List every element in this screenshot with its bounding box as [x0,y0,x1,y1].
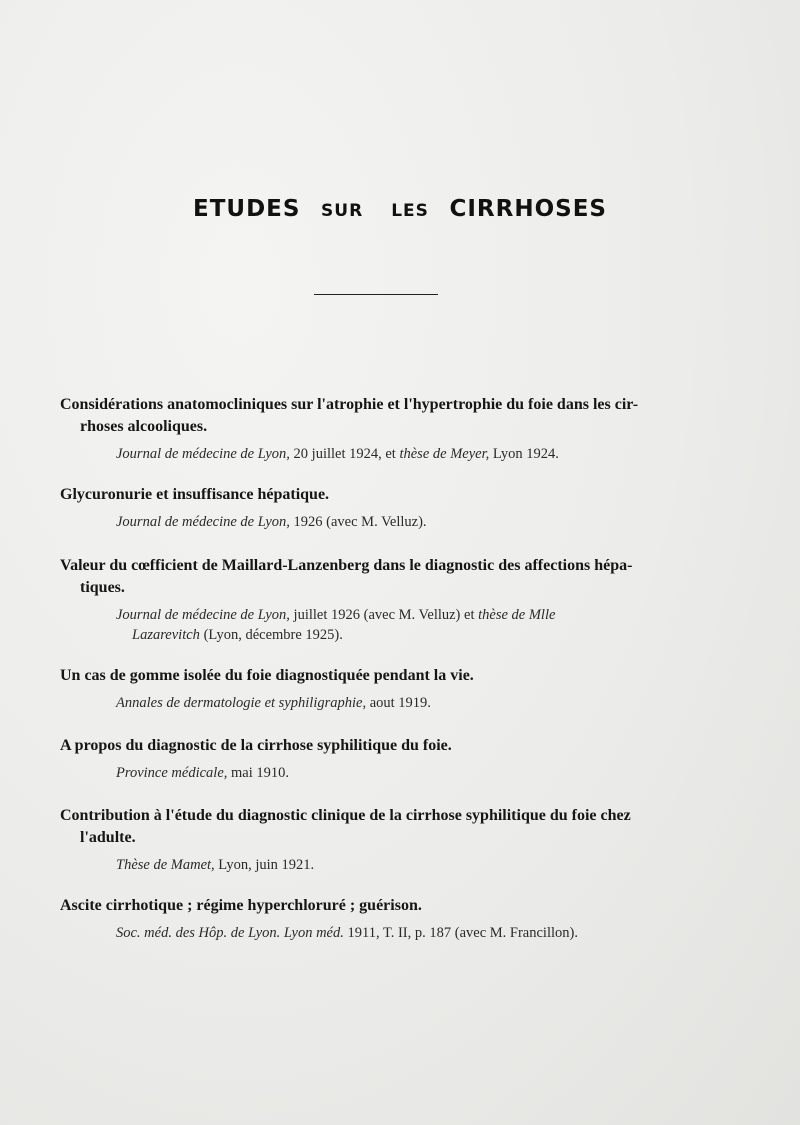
bibliography-entry [60,895,710,943]
entry-title-line: Un cas de gomme isolée du foie diagnostiquée pendant la vie. [60,667,474,684]
journal-name: Journal de médecine de Lyon, [116,446,290,462]
entry-reference [116,763,710,783]
entry-reference [116,855,710,875]
thesis-name: Thèse de Mamet, [116,857,215,873]
entry-reference [116,693,710,713]
entry-reference [116,923,710,943]
bibliography-entry [60,735,710,783]
bibliography-entry [60,555,710,645]
page-title [0,196,800,222]
journal-name: Journal de médecine de Lyon, [116,514,290,530]
entry-title-line: rhoses alcooliques. [80,418,208,435]
reference-detail: (Lyon, décembre 1925). [199,627,343,643]
bibliography-entry [60,484,710,532]
entry-title-line: Ascite cirrhotique ; régime hyperchloruré ; guérison. [60,897,422,914]
entry-reference [116,605,710,645]
bibliography-entry [60,394,710,464]
reference-detail: 1926 (avec M. Velluz). [289,514,427,530]
reference-detail: 20 juillet 1924, et [289,446,400,462]
entry-title-line: Valeur du cœfficient de Maillard-Lanzenberg dans le diagnostic des affections hépa- [60,557,633,574]
bibliography-entry [60,805,710,875]
entry-title [60,805,710,849]
entry-title [60,895,710,917]
thesis-name: thèse de Mlle [478,607,556,623]
thesis-author: Lazarevitch [132,627,200,643]
entry-title-line: tiques. [80,579,125,596]
entry-reference [116,444,710,464]
bibliography-entry [60,665,710,713]
entry-title-line: Contribution à l'étude du diagnostic clinique de la cirrhose syphilitique du foie chez [60,807,631,824]
entry-title-line: Considérations anatomocliniques sur l'atrophie et l'hypertrophie du foie dans les cir- [60,396,639,413]
reference-detail: 1911, T. II, p. 187 (avec M. Francillon). [343,925,578,941]
entry-title-line: Glycuronurie et insuffisance hépatique. [60,486,330,503]
thesis-name: thèse de Meyer, [399,446,490,462]
reference-detail: Lyon, juin 1921. [214,857,315,873]
reference-detail: juillet 1926 (avec M. Velluz) et [289,607,479,623]
reference-detail: Lyon 1924. [489,446,559,462]
reference-detail: aout 1919. [366,695,431,711]
reference-detail: mai 1910. [227,765,290,781]
entry-title [60,484,710,506]
journal-name: Journal de médecine de Lyon, [116,607,290,623]
journal-name: Province médicale, [116,765,228,781]
title-word-les: LES [391,201,429,221]
entry-title [60,394,710,438]
title-word-etudes: ETUDES [193,196,301,222]
entry-title [60,555,710,599]
entry-title-line: l'adulte. [80,829,136,846]
entry-title [60,665,710,687]
title-word-sur: SUR [321,201,364,221]
title-divider [314,294,438,295]
reference-continuation [116,625,710,645]
entry-title [60,735,710,757]
journal-name: Annales de dermatologie et syphiligraphie, [116,695,367,711]
title-word-cirrhoses: CIRRHOSES [449,196,607,222]
entry-title-line: A propos du diagnostic de la cirrhose syphilitique du foie. [60,737,452,754]
journal-name: Soc. méd. des Hôp. de Lyon. Lyon méd. [116,925,344,941]
entry-reference [116,512,710,532]
